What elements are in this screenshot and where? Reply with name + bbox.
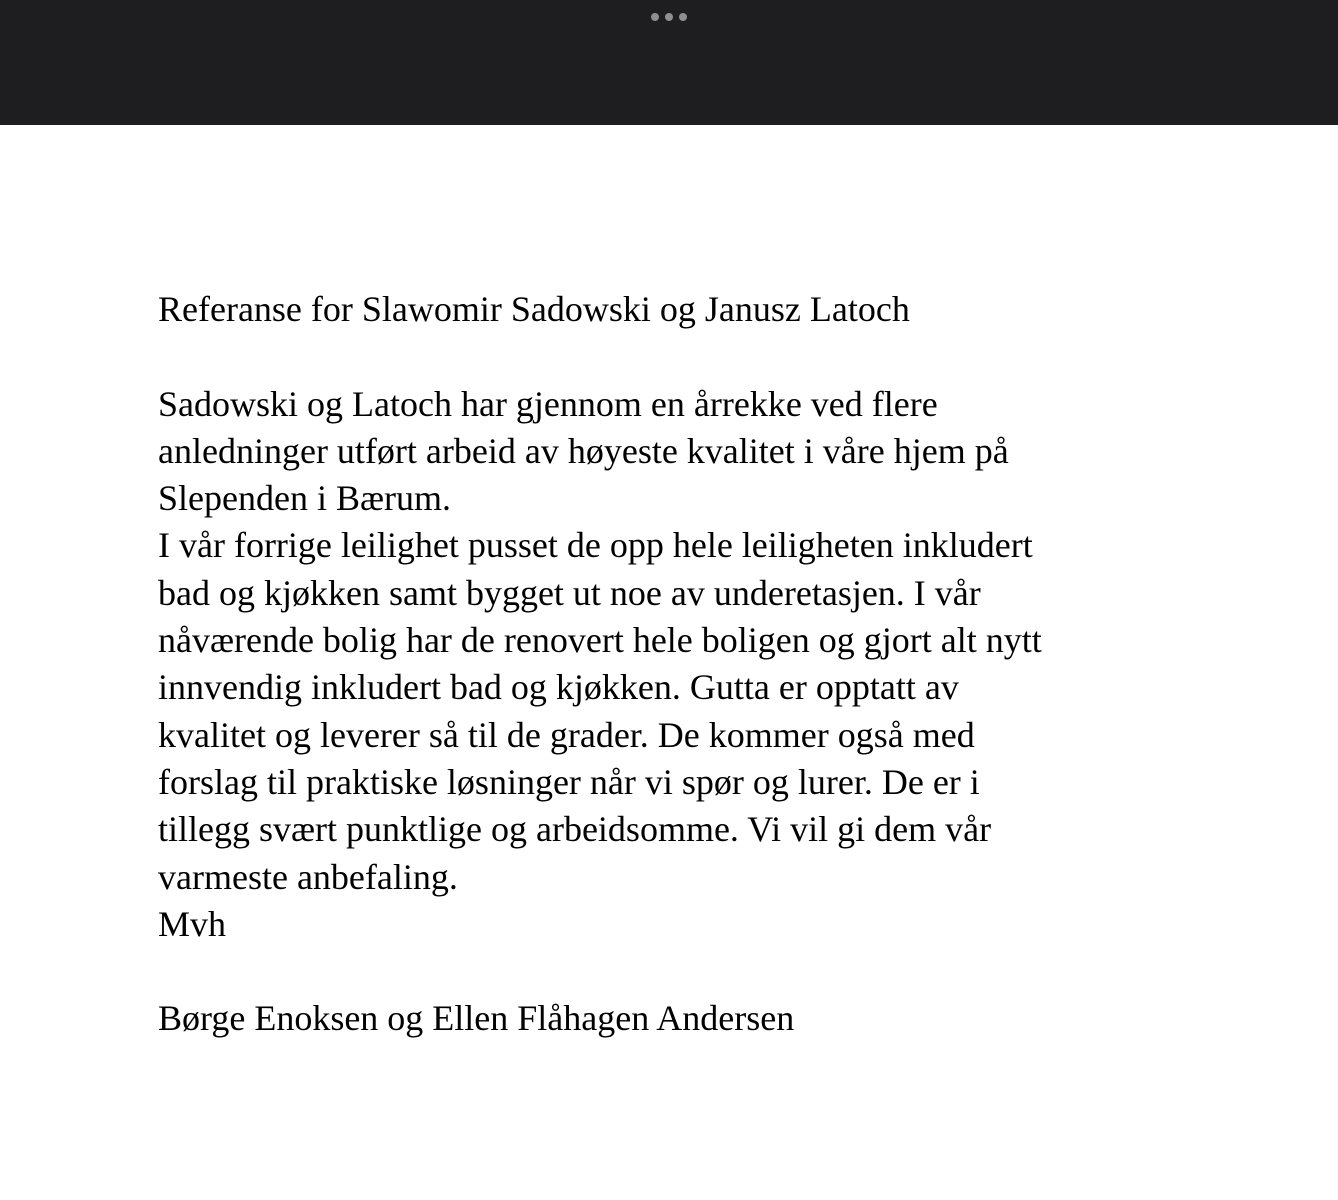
paragraph-gap bbox=[158, 333, 1208, 380]
closing-line: Mvh bbox=[158, 903, 227, 944]
ellipsis-icon bbox=[665, 13, 673, 21]
body-line: nåværende bolig har de renovert hele boligen og gjort alt nytt bbox=[158, 620, 1042, 661]
body-line: Sadowski og Latoch har gjennom en årrekke ved flere bbox=[158, 383, 938, 424]
ellipsis-icon bbox=[679, 13, 687, 21]
paragraph-gap bbox=[158, 948, 1208, 995]
body-line: innvendig inkludert bad og kjøkken. Gutta er opptatt av bbox=[158, 667, 959, 708]
ellipsis-icon bbox=[651, 13, 659, 21]
body-line: anledninger utført arbeid av høyeste kvalitet i våre hjem på bbox=[158, 430, 1009, 471]
body-line: bad og kjøkken samt bygget ut noe av underetasjen. I vår bbox=[158, 572, 981, 613]
top-toolbar bbox=[0, 0, 1338, 125]
more-options-handle[interactable] bbox=[651, 12, 687, 22]
body-line: kvalitet og leverer så til de grader. De kommer også med bbox=[158, 714, 975, 755]
body-line: forslag til praktiske løsninger når vi spør og lurer. De er i bbox=[158, 761, 980, 802]
document-title: Referanse for Slawomir Sadowski og Janusz Latoch bbox=[158, 289, 910, 329]
body-line: tillegg svært punktlige og arbeidsomme. Vi vil gi dem vår bbox=[158, 809, 992, 850]
body-line: I vår forrige leilighet pusset de opp hele leiligheten inkludert bbox=[158, 525, 1033, 566]
body-line: Slependen i Bærum. bbox=[158, 478, 451, 519]
document-text bbox=[158, 286, 1208, 1043]
body-line: varmeste anbefaling. bbox=[158, 856, 458, 897]
signature-line: Børge Enoksen og Ellen Flåhagen Andersen bbox=[158, 998, 795, 1039]
